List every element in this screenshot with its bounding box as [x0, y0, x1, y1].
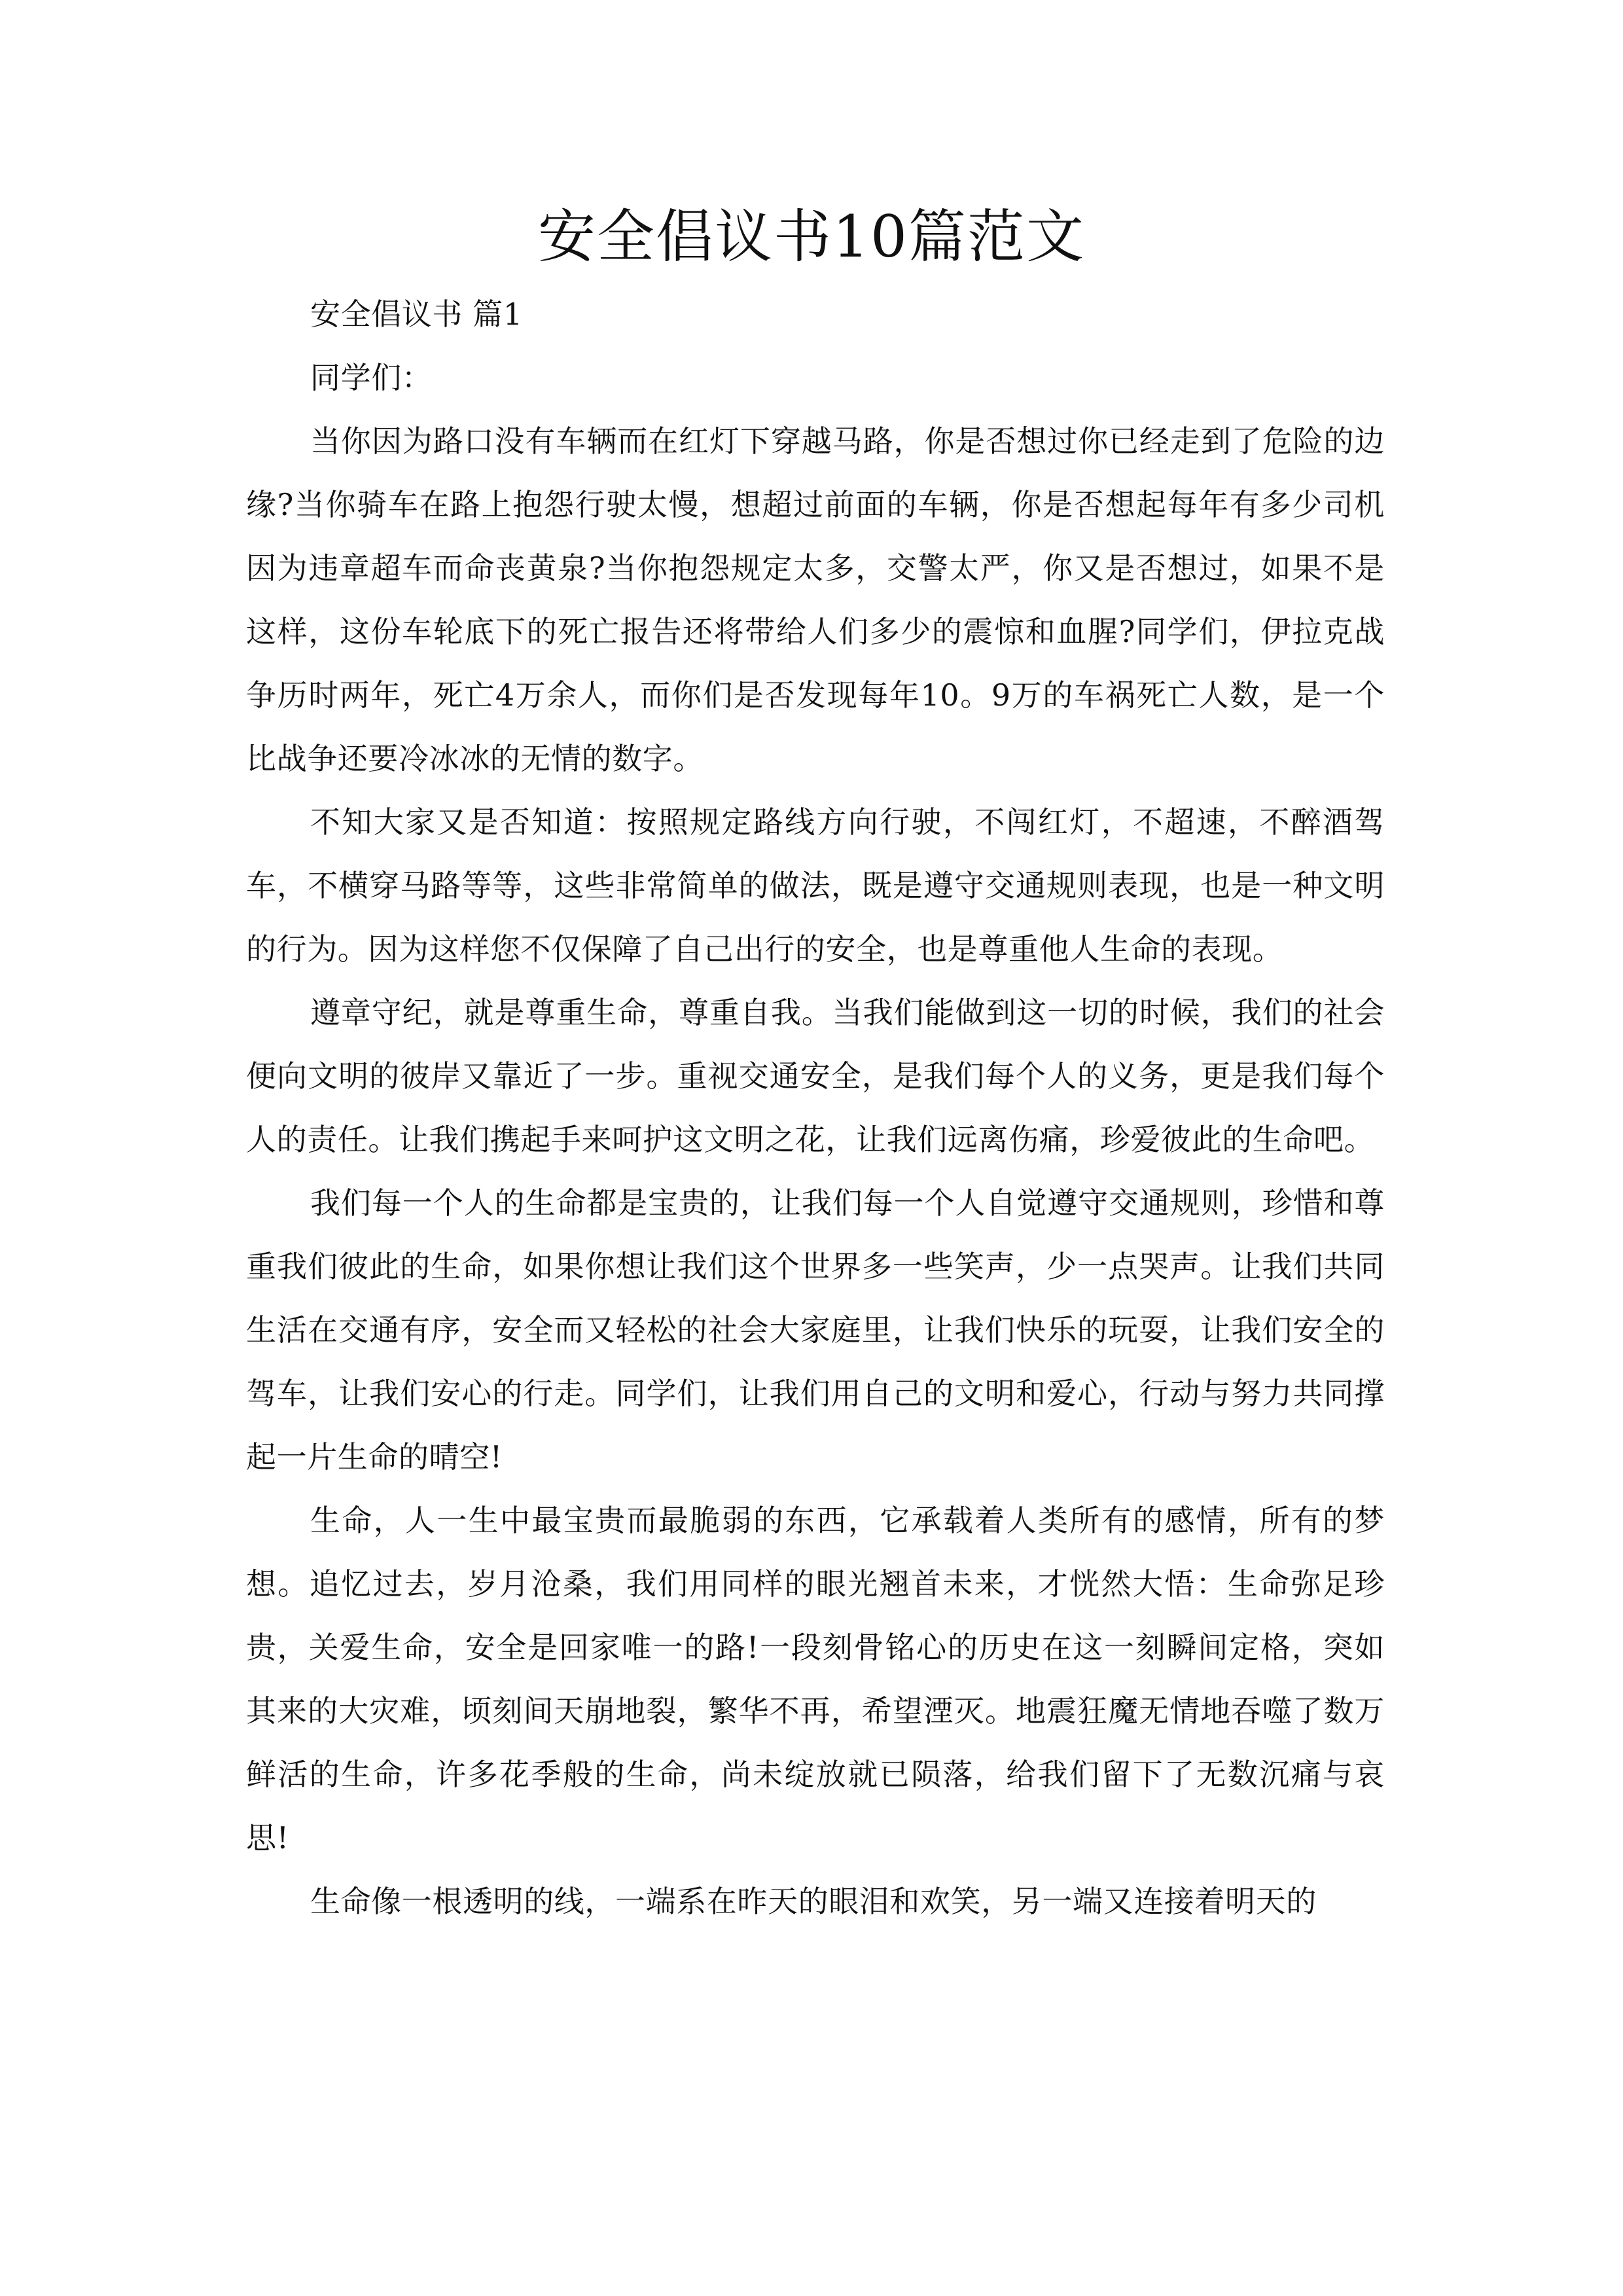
paragraph: 当你因为路口没有车辆而在红灯下穿越马路，你是否想过你已经走到了危险的边缘?当你骑车在路上抱怨行驶太慢，想超过前面的车辆，你是否想起每年有多少司机因为违章超车而命丧黄泉?当你抱怨规定太多，交警太严，你又是否想过，如果不是这样，这份车轮底下的死亡报告还将带给人们多少的震惊和血腥?同学们，伊拉克战争历时两年，死亡4万余人，而你们是否发现每年10。9万的车祸死亡人数，是一个比战争还要冷冰冰的无情的数字。 [246, 423, 1385, 776]
document-title: 安全倡议书10篇范文 [538, 203, 1085, 270]
paragraph: 不知大家又是否知道：按照规定路线方向行驶，不闯红灯，不超速，不醉酒驾车，不横穿马路等等，这些非常简单的做法，既是遵守交通规则表现，也是一种文明的行为。因为这样您不仅保障了自己出行的安全，也是尊重他人生命的表现。 [246, 804, 1385, 967]
section-heading: 安全倡议书 篇1 [310, 296, 523, 332]
salutation: 同学们： [310, 360, 433, 395]
paragraph: 我们每一个人的生命都是宝贵的，让我们每一个人自觉遵守交通规则，珍惜和尊重我们彼此的生命，如果你想让我们这个世界多一些笑声，少一点哭声。让我们共同生活在交通有序，安全而又轻松的社会大家庭里，让我们快乐的玩耍，让我们安全的驾车，让我们安心的行走。同学们，让我们用自己的文明和爱心，行动与努力共同撑起一片生命的晴空! [246, 1185, 1385, 1475]
paragraph: 遵章守纪，就是尊重生命，尊重自我。当我们能做到这一切的时候，我们的社会便向文明的彼岸又靠近了一步。重视交通安全，是我们每个人的义务，更是我们每个人的责任。让我们携起手来呵护这文明之花，让我们远离伤痛，珍爱彼此的生命吧。 [246, 995, 1385, 1157]
paragraph: 生命像一根透明的线，一端系在昨天的眼泪和欢笑，另一端又连接着明天的 [310, 1884, 1317, 1919]
paragraph: 生命，人一生中最宝贵而最脆弱的东西，它承载着人类所有的感情，所有的梦想。追忆过去，岁月沧桑，我们用同样的眼光翘首未来，才恍然大悟：生命弥足珍贵，关爱生命，安全是回家唯一的路!一段刻骨铭心的历史在这一刻瞬间定格，突如其来的大灾难，顷刻间天崩地裂，繁华不再，希望湮灭。地震狂魔无情地吞噬了数万鲜活的生命，许多花季般的生命，尚未绽放就已陨落，给我们留下了无数沉痛与哀思! [246, 1503, 1385, 1856]
document-body [246, 283, 1385, 1933]
